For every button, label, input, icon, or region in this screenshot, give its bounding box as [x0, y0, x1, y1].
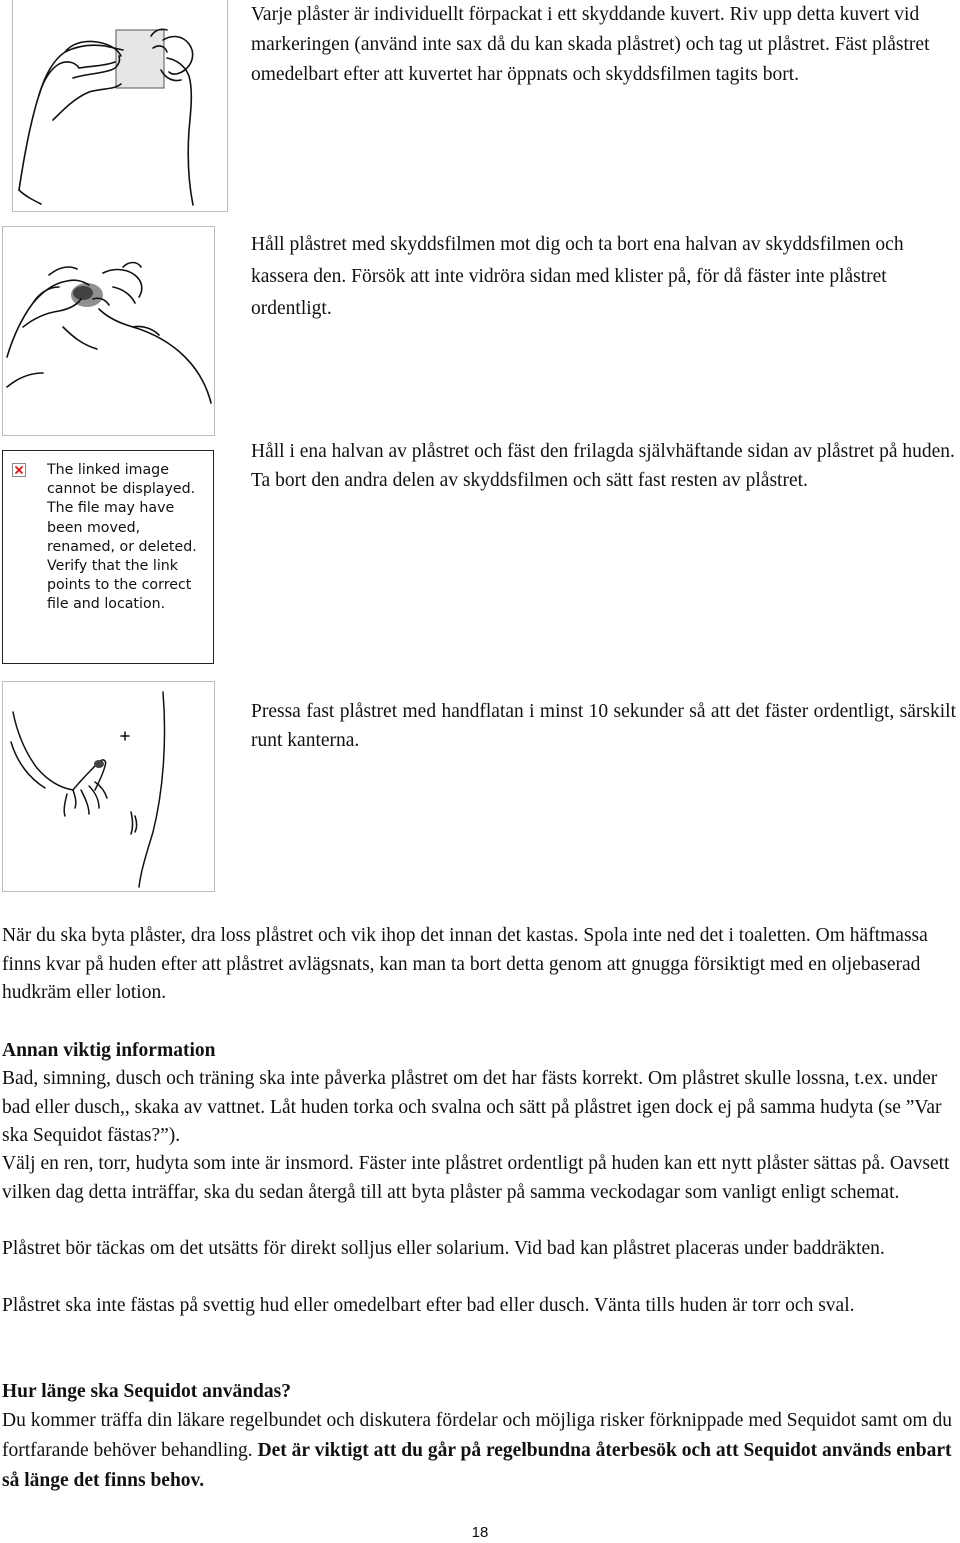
duration-bold-text: Det är viktigt att du går på regelbundna återbesök och att Sequidot används enbart så länge det finns behov.	[2, 1440, 952, 1491]
step-4-text: Pressa fast plåstret med handflatan i minst 10 sekunder så att det fäster ordentligt, särskilt runt kanterna.	[251, 701, 956, 751]
hands-peeling-film-illustration	[2, 226, 215, 436]
important-info-paragraph-3: Plåstret bör täckas om det utsätts för direkt solljus eller solarium. Vid bad kan plåstret placeras under baddräkten.	[2, 1238, 885, 1259]
duration-heading: Hur länge ska Sequidot användas?	[2, 1381, 291, 1402]
step-2-text: Håll plåstret med skyddsfilmen mot dig och ta bort ena halvan av skyddsfilmen och kassera den. Försök att inte vidröra sidan med klister på, för då fäster inte plåstret ordentligt.	[251, 234, 904, 319]
important-info-paragraph-4: Plåstret ska inte fästas på svettig hud eller omedelbart efter bad eller dusch. Vänta tills huden är torr och sval.	[2, 1295, 855, 1316]
removal-paragraph: När du ska byta plåster, dra loss plåstret och vik ihop det innan det kastas. Spola inte ned det i toaletten. Om häftmassa finns kvar på huden efter att plåstret avlägsnats, kan man ta bort detta genom att gnugga försiktigt med en oljebaserad hudkräm eller lotion.	[2, 925, 928, 1003]
hand-pressing-patch-on-abdomen-illustration	[2, 681, 215, 892]
step-3-text: Håll i ena halvan av plåstret och fäst den frilagda självhäftande sidan av plåstret på huden. Ta bort den andra delen av skyddsfilmen och sätt fast resten av plåstret.	[251, 441, 955, 491]
broken-image-message: The linked image cannot be displayed. The file may have been moved, renamed, or deleted. Verify that the link points to the correct file and location.	[47, 462, 197, 613]
duration-paragraph	[2, 1406, 957, 1496]
step-1-text: Varje plåster är individuellt förpackat i ett skyddande kuvert. Riv upp detta kuvert vid markeringen (använd inte sax då du kan skada plåstret) och tag ut plåstret. Fäst plåstret omedelbart efter att kuvertet har öppnats och skyddsfilmen tagits bort.	[251, 4, 930, 85]
page-number: 18	[471, 1524, 489, 1541]
important-info-paragraph-1: Bad, simning, dusch och träning ska inte påverka plåstret om det har fästs korrekt. Om plåstret skulle lossna, t.ex. under bad eller dusch,, skaka av vattnet. Låt huden torka och svalna och sätt på plåstret igen dock ej på samma hudyta (se ”Var ska Sequidot fästas?”).	[2, 1068, 942, 1146]
broken-image-icon	[12, 463, 26, 477]
broken-image-placeholder	[2, 450, 214, 664]
hands-tearing-envelope-illustration	[12, 0, 228, 212]
duration-text: Du kommer träffa din läkare regelbundet och diskutera fördelar och möjliga risker förknippade med Sequidot samt om du fortfarande behöver behandling.	[2, 1410, 952, 1461]
important-info-paragraph-2: Välj en ren, torr, hudyta som inte är insmord. Fäster inte plåstret ordentligt på huden kan ett nytt plåster sättas på. Oavsett vilken dag detta inträffar, ska du sedan återgå till att byta plåster på samma veckodagar som vanligt enligt schemat.	[2, 1153, 950, 1203]
important-info-heading: Annan viktig information	[2, 1040, 216, 1061]
